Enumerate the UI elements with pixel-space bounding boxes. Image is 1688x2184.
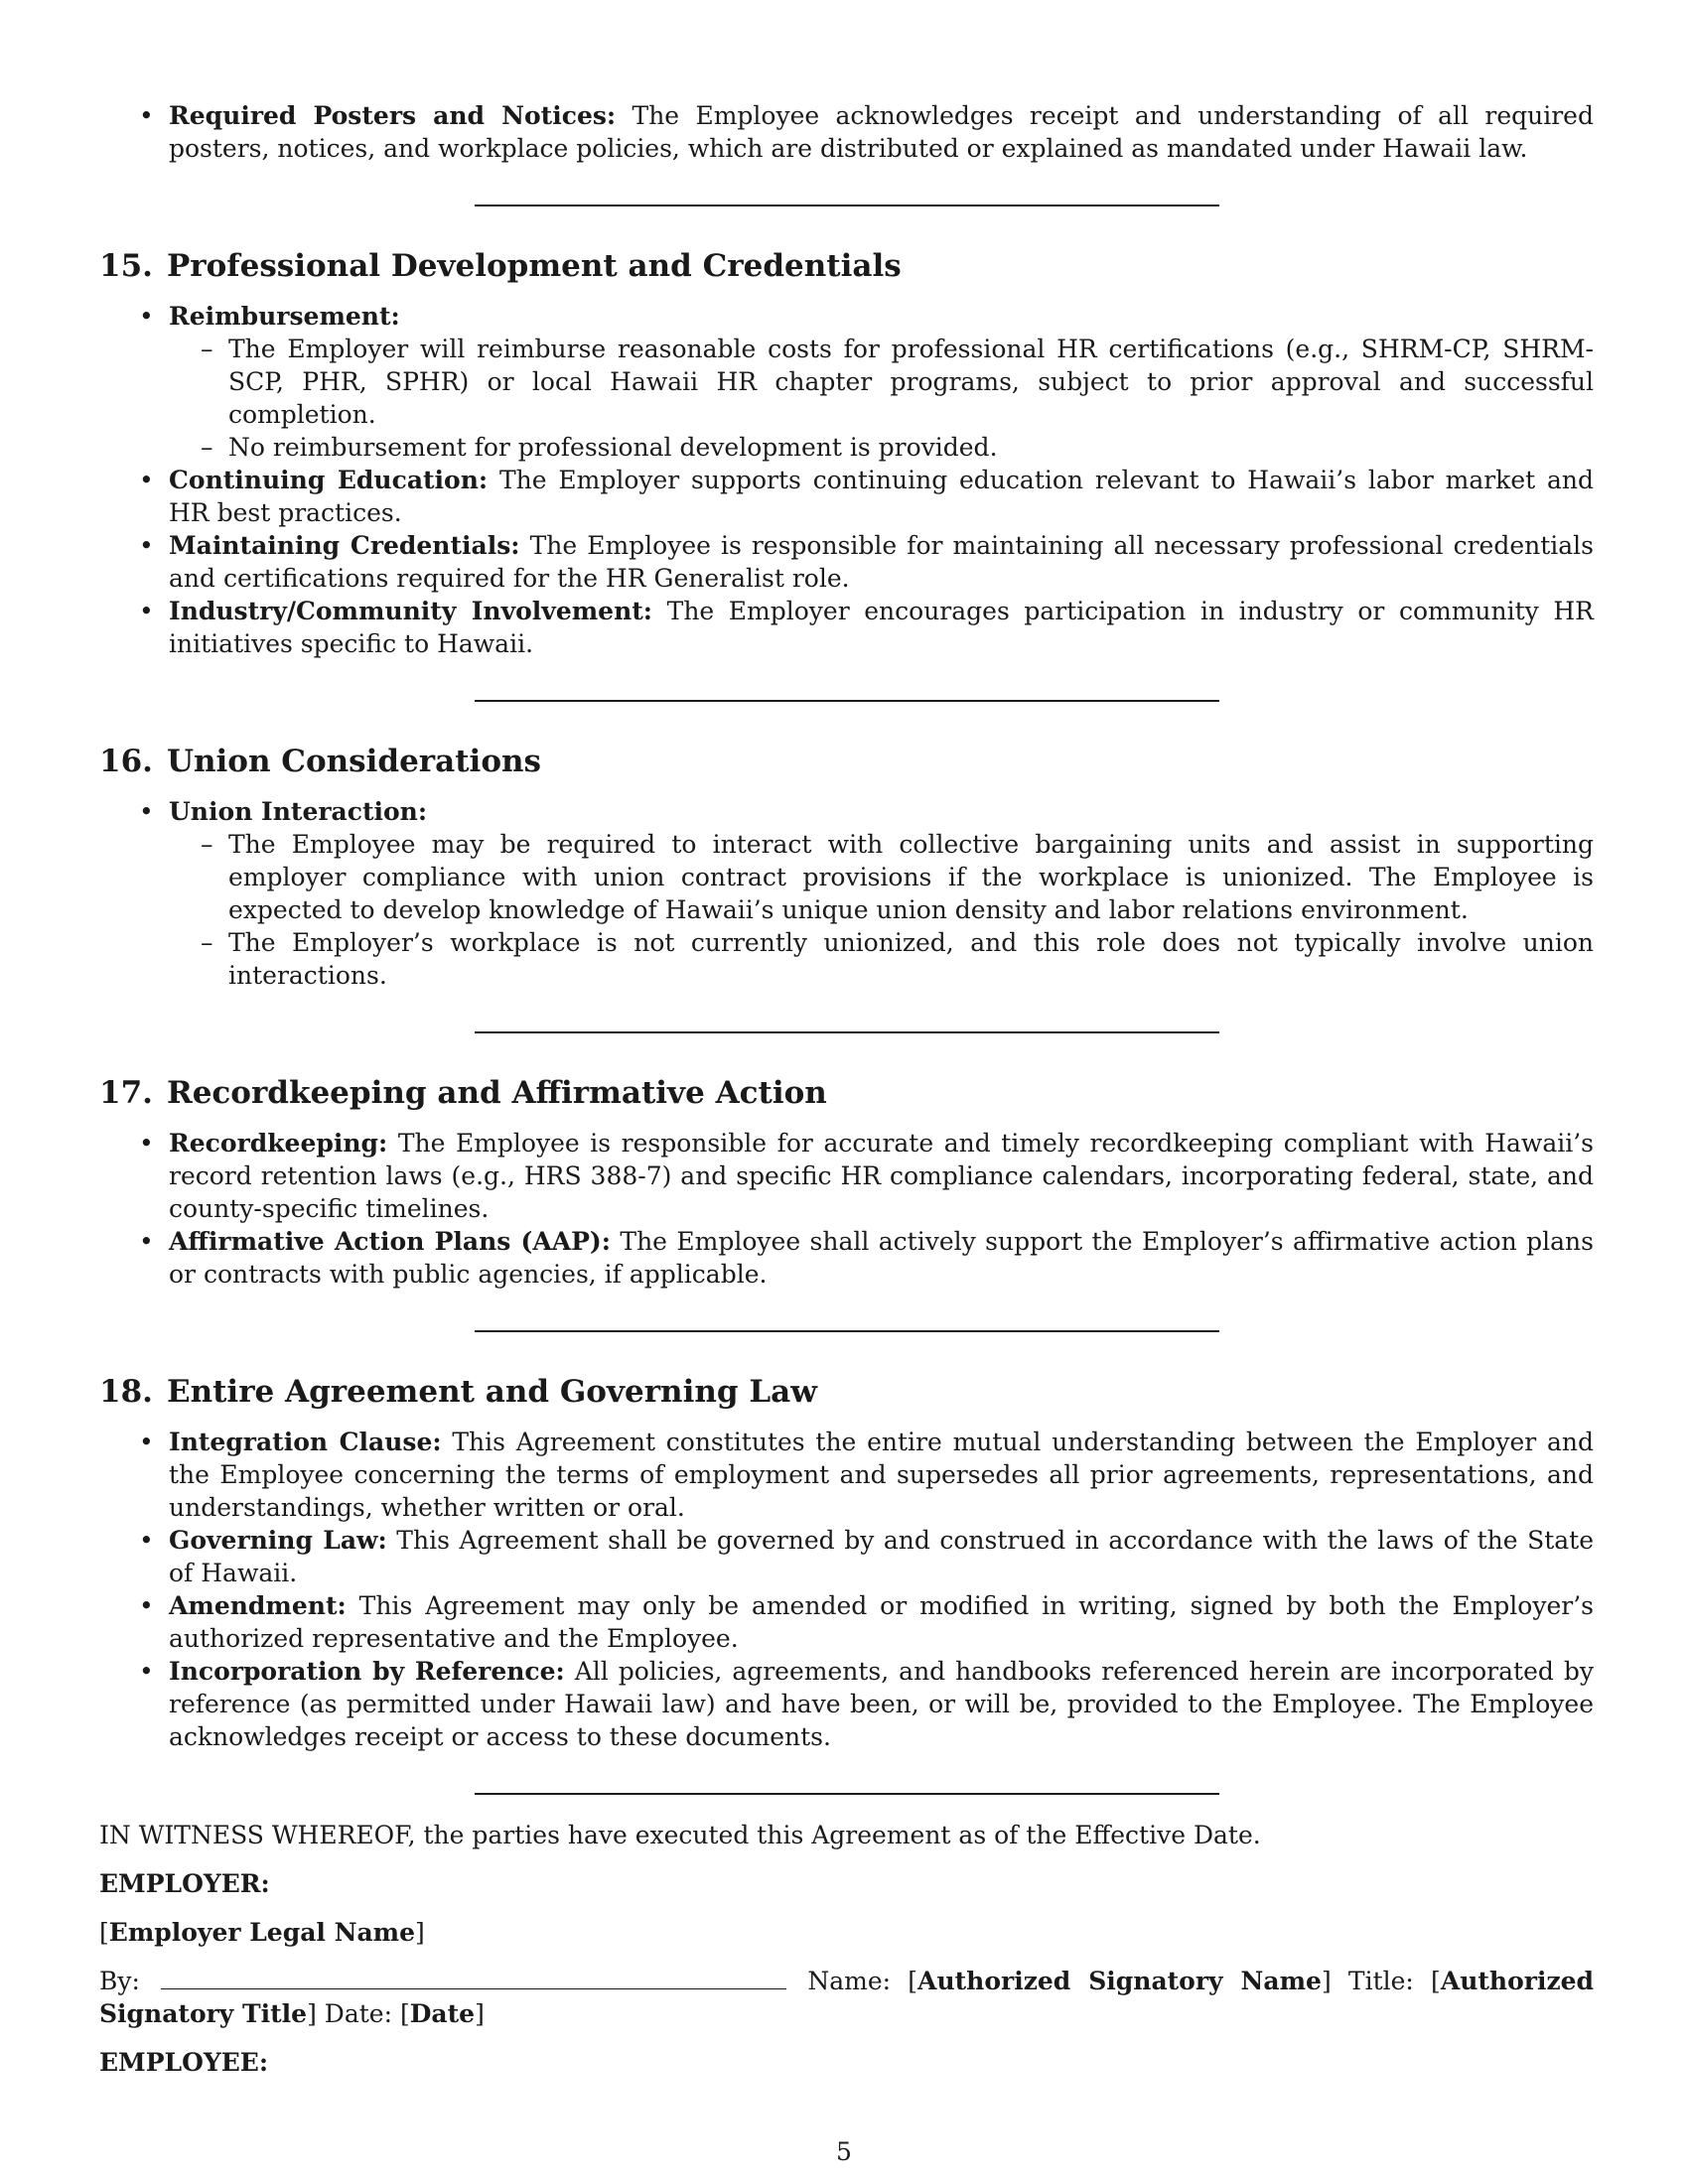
section-title: Professional Development and Credentials <box>166 248 902 284</box>
section-divider <box>475 1793 1219 1795</box>
signatory-name: Authorized Signatory Name <box>917 1967 1322 1995</box>
section-list <box>99 1127 1594 1291</box>
item-text: The Employee is responsible for maintaining all necessary professional credentials and certifications required for the HR Generalist role. <box>169 531 1595 593</box>
list-item <box>99 1524 1594 1589</box>
item-text: The Employee shall actively support the Employer’s affirmative action plans or contracts with public agencies, if applicable. <box>169 1227 1594 1289</box>
item-text: The Employer supports continuing education relevant to Hawaii’s labor market and HR best practices. <box>169 466 1594 527</box>
item-title: Industry/Community Involvement: <box>169 597 653 625</box>
intro-list <box>99 99 1594 165</box>
item-title: Incorporation by Reference: <box>169 1657 565 1686</box>
signatory-line: By: Name: [Authorized Signatory Name] Title: [Authorized Signatory Title] Date: [Date] <box>99 1967 1595 2028</box>
employer-heading: EMPLOYER: <box>99 1869 270 1898</box>
item-title: Amendment: <box>169 1591 347 1620</box>
list-item <box>99 795 1594 992</box>
item-text: This Agreement may only be amended or modified in writing, signed by both the Employer’s authorized representative and the Employee. <box>169 1591 1594 1653</box>
signature-line <box>161 1965 786 1989</box>
sub-list-item: – No reimbursement for professional development is provided. <box>169 431 1594 464</box>
section-number: 18. <box>99 1374 153 1410</box>
item-title: Required Posters and Notices: <box>169 101 617 130</box>
section-number: 17. <box>99 1075 153 1111</box>
signatory-title: Authorized Signatory Title <box>99 1967 1595 2028</box>
section-heading <box>99 246 1594 286</box>
sub-list <box>169 333 1594 464</box>
date-label: Date: <box>324 1999 393 2028</box>
sub-list <box>169 828 1594 992</box>
list-item <box>99 464 1594 529</box>
section-list <box>99 795 1594 992</box>
section-list <box>99 1426 1594 1753</box>
section-divider <box>475 1330 1219 1332</box>
section-heading <box>99 742 1594 781</box>
sub-list-item: – The Employee may be required to interact with collective bargaining units and assist in supporting employer compliance with union contract provisions if the workplace is unionized. The Employee is expected to develop knowledge of Hawaii’s unique union density and labor relations environment. <box>169 828 1594 926</box>
list-item <box>99 99 1594 165</box>
item-text: The Employee is responsible for accurate and timely recordkeeping compliant with Hawaii’s record retention laws (e.g., HRS 388-7) and specific HR compliance calendars, incorporating federal, state, and county-specific timelines. <box>169 1129 1595 1223</box>
section-heading <box>99 1372 1594 1412</box>
section-divider <box>475 205 1219 206</box>
section-heading <box>99 1073 1594 1113</box>
list-item <box>99 1589 1594 1655</box>
list-item <box>99 300 1594 464</box>
section-18 <box>99 1372 1594 1753</box>
section-number: 16. <box>99 744 153 779</box>
list-item <box>99 1127 1594 1225</box>
sub-list-item: – The Employer’s workplace is not currently unionized, and this role does not typically involve union interactions. <box>169 926 1594 992</box>
item-title: Continuing Education: <box>169 466 489 494</box>
date-value: Date <box>409 1999 476 2028</box>
by-label: By: <box>99 1967 140 1995</box>
section-list <box>99 300 1594 660</box>
item-title: Union Interaction: <box>169 797 428 826</box>
item-title: Affirmative Action Plans (AAP): <box>169 1227 611 1256</box>
list-item <box>99 1655 1594 1753</box>
item-title: Maintaining Credentials: <box>169 531 520 560</box>
item-title: Reimbursement: <box>169 302 400 331</box>
section-16 <box>99 742 1594 992</box>
item-text: The Employer encourages participation in industry or community HR initiatives specific to Hawaii. <box>169 597 1595 658</box>
employer-legal-name: [Employer Legal Name] <box>99 1918 425 1947</box>
list-item <box>99 595 1594 660</box>
list-item <box>99 1225 1594 1291</box>
name-label: Name: <box>807 1967 892 1995</box>
section-15 <box>99 246 1594 660</box>
section-title: Recordkeeping and Affirmative Action <box>166 1075 827 1111</box>
item-text: This Agreement constitutes the entire mutual understanding between the Employer and the Employee concerning the terms of employment and supersedes all prior agreements, representations, and understandings, whether written or oral. <box>169 1428 1594 1522</box>
section-17 <box>99 1073 1594 1291</box>
item-title: Integration Clause: <box>169 1428 442 1456</box>
section-title: Entire Agreement and Governing Law <box>166 1374 817 1410</box>
section-divider <box>475 700 1219 702</box>
signature-block <box>99 1819 1594 2079</box>
sub-list-item: – The Employer will reimburse reasonable costs for professional HR certifications (e.g., SHRM-CP, SHRM-SCP, PHR, SPHR) or local Hawaii HR chapter programs, subject to prior approval and successful completion. <box>169 333 1594 431</box>
item-text: This Agreement shall be governed by and construed in accordance with the laws of the State of Hawaii. <box>169 1526 1594 1587</box>
witness-statement: IN WITNESS WHEREOF, the parties have executed this Agreement as of the Effective Date. <box>99 1821 1261 1849</box>
section-number: 15. <box>99 248 153 284</box>
list-item <box>99 1426 1594 1524</box>
document-page <box>99 99 1594 2095</box>
item-text: All policies, agreements, and handbooks referenced herein are incorporated by reference (as permitted under Hawaii law) and have been, or will be, provided to the Employee. The Employee acknowledges receipt or access to these documents. <box>169 1657 1594 1751</box>
title-label: Title: <box>1347 1967 1414 1995</box>
list-item <box>99 529 1594 595</box>
item-title: Governing Law: <box>169 1526 387 1555</box>
item-text: The Employee acknowledges receipt and understanding of all required posters, notices, and workplace policies, which are distributed or explained as mandated under Hawaii law. <box>169 101 1594 163</box>
section-title: Union Considerations <box>166 744 541 779</box>
page-number: 5 <box>836 2137 852 2166</box>
item-title: Recordkeeping: <box>169 1129 388 1158</box>
section-divider <box>475 1031 1219 1033</box>
employee-heading: EMPLOYEE: <box>99 2048 269 2077</box>
